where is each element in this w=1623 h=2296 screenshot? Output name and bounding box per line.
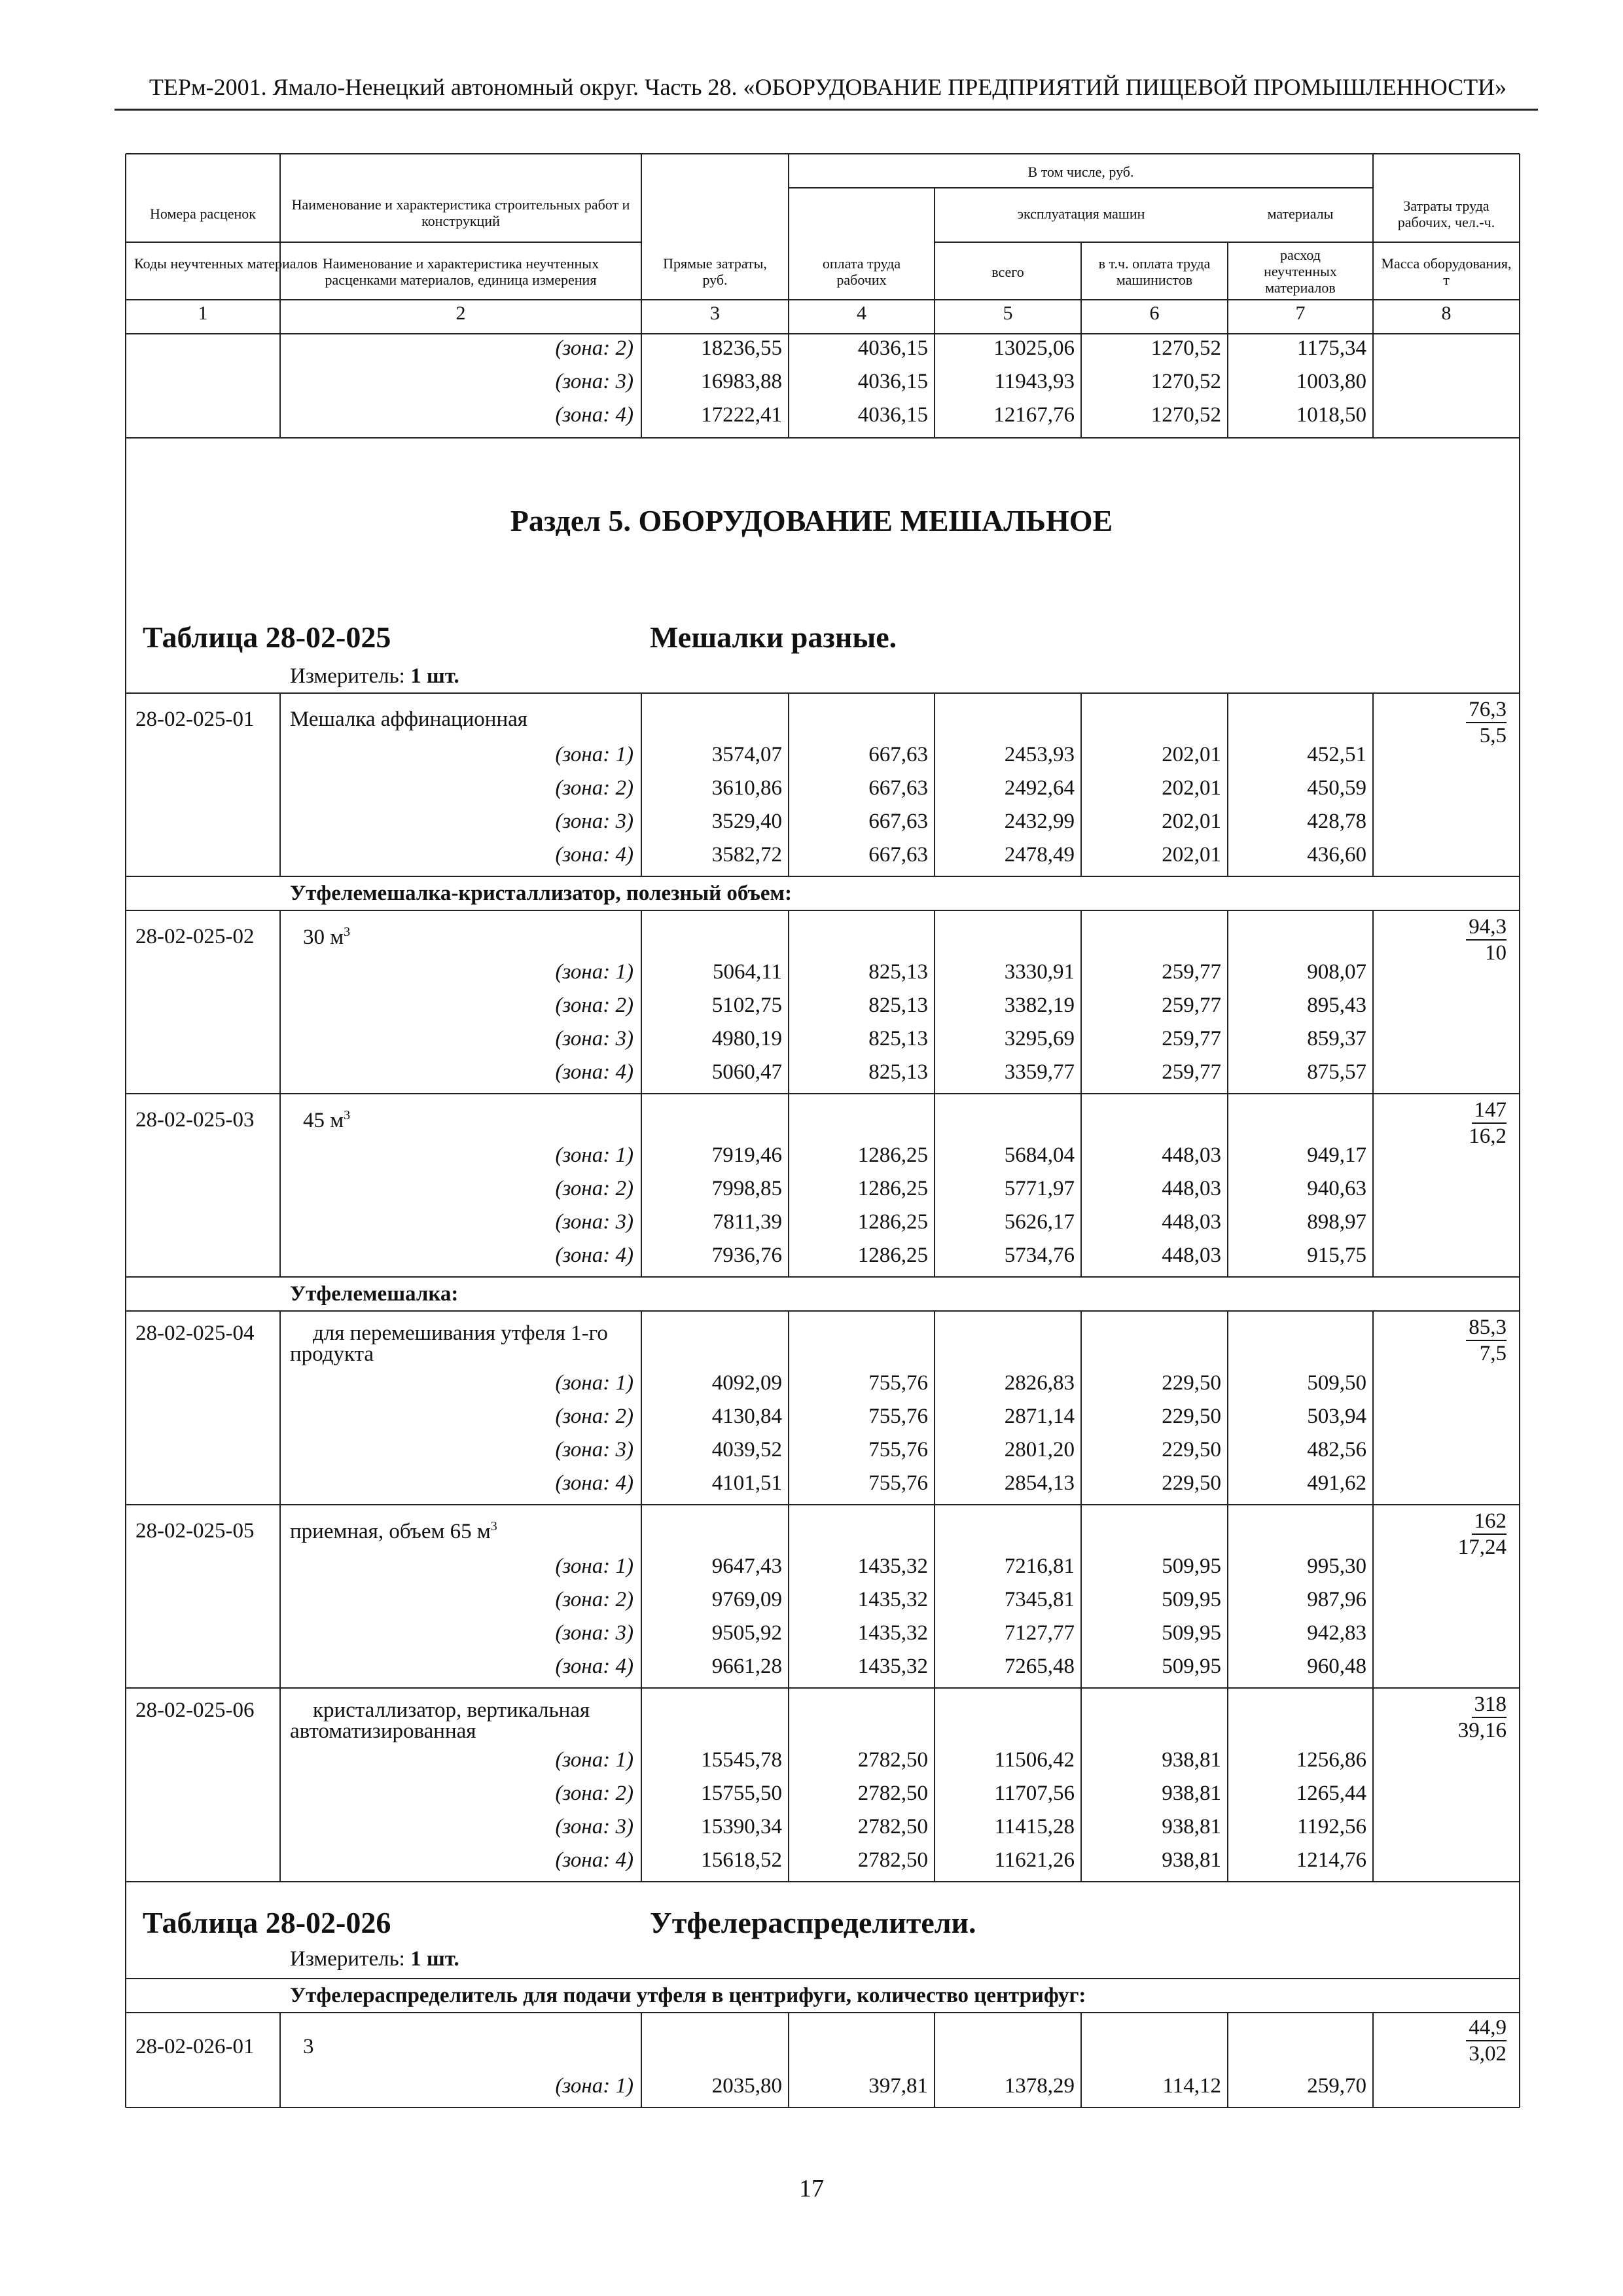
zone-label: (зона: 4) <box>555 1848 633 1872</box>
cost-value: 202,01 <box>1162 810 1221 833</box>
cost-value: 1192,56 <box>1296 1815 1366 1839</box>
work-name: для перемешивания утфеля 1-го <box>313 1321 608 1345</box>
cost-value: 15618,52 <box>701 1848 782 1872</box>
cost-value: 13025,06 <box>993 336 1075 360</box>
rate-code: 28-02-025-01 <box>135 708 255 731</box>
cost-value: 1286,25 <box>857 1244 928 1267</box>
cost-value: 995,30 <box>1307 1554 1366 1578</box>
labor-cost: 162 <box>1472 1509 1507 1535</box>
header-col4: оплата труда рабочих <box>822 255 901 288</box>
cost-value: 509,50 <box>1307 1371 1366 1395</box>
labor-mass-fraction <box>1380 1315 1507 1366</box>
column-number: 2 <box>455 302 466 324</box>
zone-label: (зона: 1) <box>555 1371 633 1395</box>
cost-value: 4036,15 <box>857 370 928 393</box>
unit-line: Измеритель: 1 шт. <box>290 1947 459 1971</box>
cost-value: 825,13 <box>868 960 928 984</box>
equipment-mass: 5,5 <box>1479 724 1507 747</box>
cost-value: 1175,34 <box>1296 336 1366 360</box>
labor-mass-fraction <box>1380 1692 1507 1743</box>
cost-value: 915,75 <box>1307 1244 1366 1267</box>
cost-value: 1286,25 <box>857 1143 928 1167</box>
cost-value: 5060,47 <box>711 1060 782 1084</box>
page-number: 17 <box>799 2175 824 2202</box>
cost-value: 428,78 <box>1307 810 1366 833</box>
cost-value: 7216,81 <box>1004 1554 1075 1578</box>
cost-value: 1435,32 <box>857 1655 928 1678</box>
labor-cost: 94,3 <box>1466 914 1507 941</box>
zone-label: (зона: 4) <box>555 1244 633 1267</box>
labor-cost: 85,3 <box>1466 1315 1507 1341</box>
rate-code: 28-02-025-03 <box>135 1108 255 1132</box>
cost-value: 1270,52 <box>1150 370 1221 393</box>
cost-value: 9769,09 <box>711 1588 782 1611</box>
header-col1-top: Номера расценок <box>150 206 256 222</box>
labor-mass-fraction <box>1380 2015 1507 2066</box>
column-number: 4 <box>857 302 866 324</box>
column-number: 1 <box>198 302 208 324</box>
zone-label: (зона: 3) <box>555 370 633 393</box>
cost-value: 7265,48 <box>1004 1655 1075 1678</box>
cost-value: 875,57 <box>1307 1060 1366 1084</box>
cost-value: 5771,97 <box>1004 1177 1075 1200</box>
cost-value: 755,76 <box>868 1371 928 1395</box>
cost-value: 448,03 <box>1162 1210 1221 1234</box>
cost-value: 509,95 <box>1162 1554 1221 1578</box>
cost-value: 15755,50 <box>701 1782 782 1805</box>
header-machines: эксплуатация машин <box>1017 206 1145 222</box>
rate-code: 28-02-025-06 <box>135 1698 255 1722</box>
zone-label: (зона: 3) <box>555 810 633 833</box>
cost-value: 448,03 <box>1162 1177 1221 1200</box>
cost-value: 1270,52 <box>1150 403 1221 427</box>
zone-label: (зона: 1) <box>555 2074 633 2098</box>
cost-value: 960,48 <box>1307 1655 1366 1678</box>
header-col8-bottom: Масса оборудования, т <box>1381 255 1512 288</box>
cost-value: 825,13 <box>868 1060 928 1084</box>
cost-value: 825,13 <box>868 1027 928 1050</box>
header-col1-bottom: Коды неучтенных материалов <box>134 255 318 272</box>
equipment-mass: 3,02 <box>1469 2042 1507 2066</box>
cost-value: 229,50 <box>1162 1371 1221 1395</box>
cost-value: 450,59 <box>1307 776 1366 800</box>
labor-cost: 147 <box>1472 1098 1507 1124</box>
zone-label: (зона: 1) <box>555 743 633 766</box>
cost-value: 1265,44 <box>1296 1782 1366 1805</box>
cost-value: 895,43 <box>1307 994 1366 1017</box>
group-heading: Утфелераспределитель для подачи утфеля в центрифуги, количество центрифуг: <box>290 1984 1086 2007</box>
cost-value: 202,01 <box>1162 776 1221 800</box>
cost-value: 3610,86 <box>711 776 782 800</box>
cost-value: 3359,77 <box>1004 1060 1075 1084</box>
zone-label: (зона: 4) <box>555 1655 633 1678</box>
cost-value: 11621,26 <box>994 1848 1075 1872</box>
cost-value: 259,77 <box>1162 1027 1221 1050</box>
cost-value: 938,81 <box>1162 1748 1221 1772</box>
column-number: 6 <box>1149 302 1160 324</box>
cost-value: 2492,64 <box>1004 776 1075 800</box>
equipment-mass: 17,24 <box>1457 1535 1507 1559</box>
work-name-cont: автоматизированная <box>290 1719 476 1743</box>
header-col2-top: Наименование и характеристика строительных работ и конструкций <box>291 196 630 229</box>
cost-value: 825,13 <box>868 994 928 1017</box>
cost-value: 9647,43 <box>711 1554 782 1578</box>
labor-mass-fraction <box>1380 1509 1507 1560</box>
cost-value: 1286,25 <box>857 1210 928 1234</box>
zone-label: (зона: 3) <box>555 1815 633 1839</box>
rate-code: 28-02-025-04 <box>135 1321 255 1345</box>
header-col5: всего <box>991 264 1024 280</box>
column-number: 8 <box>1441 302 1452 324</box>
cost-value: 202,01 <box>1162 743 1221 766</box>
cost-value: 3574,07 <box>711 743 782 766</box>
cost-value: 202,01 <box>1162 843 1221 867</box>
cost-value: 7127,77 <box>1004 1621 1075 1645</box>
cost-value: 2035,80 <box>711 2074 782 2098</box>
cost-value: 15545,78 <box>701 1748 782 1772</box>
cost-value: 1286,25 <box>857 1177 928 1200</box>
cost-value: 397,81 <box>868 2074 928 2098</box>
cost-value: 259,77 <box>1162 1060 1221 1084</box>
cost-value: 7811,39 <box>712 1210 782 1234</box>
cost-value: 4036,15 <box>857 336 928 360</box>
header-col3: Прямые затраты, руб. <box>663 255 767 288</box>
cost-value: 9505,92 <box>711 1621 782 1645</box>
section-title: Раздел 5. ОБОРУДОВАНИЕ МЕШАЛЬНОЕ <box>510 504 1113 537</box>
labor-mass-fraction <box>1380 1098 1507 1149</box>
rate-code: 28-02-026-01 <box>135 2035 255 2058</box>
work-name: кристаллизатор, вертикальная <box>313 1698 590 1722</box>
cost-value: 436,60 <box>1307 843 1366 867</box>
cost-value: 755,76 <box>868 1438 928 1462</box>
cost-value: 491,62 <box>1307 1471 1366 1495</box>
zone-label: (зона: 3) <box>555 1438 633 1462</box>
rate-code: 28-02-025-02 <box>135 925 255 948</box>
cost-value: 2782,50 <box>857 1748 928 1772</box>
cost-value: 3295,69 <box>1004 1027 1075 1050</box>
table-number: Таблица 28-02-025 <box>143 620 391 654</box>
cost-value: 938,81 <box>1162 1782 1221 1805</box>
running-header: ТЕРм-2001. Ямало-Ненецкий автономный округ. Часть 28. «ОБОРУДОВАНИЕ ПРЕДПРИЯТИЙ ПИЩЕВОЙ ПРОМЫШЛЕННОСТИ» <box>149 74 1507 100</box>
equipment-mass: 16,2 <box>1469 1124 1507 1148</box>
cost-value: 2801,20 <box>1004 1438 1075 1462</box>
cost-value: 949,17 <box>1307 1143 1366 1167</box>
cost-value: 5684,04 <box>1004 1143 1075 1167</box>
work-name: Мешалка аффинационная <box>290 708 527 731</box>
header-col2-bottom: Наименование и характеристика неучтенных расценками материалов, единица измерения <box>322 255 599 288</box>
cost-value: 7919,46 <box>711 1143 782 1167</box>
labor-mass-fraction <box>1380 697 1507 748</box>
cost-value: 755,76 <box>868 1405 928 1428</box>
zone-label: (зона: 3) <box>555 1027 633 1050</box>
cost-value: 5064,11 <box>712 960 782 984</box>
cost-value: 259,77 <box>1162 960 1221 984</box>
column-number: 5 <box>1003 302 1013 324</box>
cost-value: 2453,93 <box>1004 743 1075 766</box>
cost-value: 4039,52 <box>711 1438 782 1462</box>
work-name: приемная, объем 65 $м^3$ <box>290 1519 497 1543</box>
equipment-mass: 39,16 <box>1457 1719 1507 1742</box>
equipment-mass: 10 <box>1485 941 1507 965</box>
cost-value: 15390,34 <box>701 1815 782 1839</box>
group-heading: Утфелемешалка-кристаллизатор, полезный объем: <box>290 882 792 905</box>
cost-value: 509,95 <box>1162 1621 1221 1645</box>
labor-mass-fraction <box>1380 914 1507 965</box>
cost-value: 509,95 <box>1162 1588 1221 1611</box>
cost-value: 667,63 <box>868 743 928 766</box>
zone-label: (зона: 1) <box>555 1554 633 1578</box>
cost-value: 1270,52 <box>1150 336 1221 360</box>
cost-value: 7345,81 <box>1004 1588 1075 1611</box>
header-col8-top: Затраты труда рабочих, чел.-ч. <box>1397 198 1495 230</box>
cost-value: 9661,28 <box>711 1655 782 1678</box>
cost-value: 4036,15 <box>857 403 928 427</box>
header-incl: В том числе, руб. <box>1027 164 1134 180</box>
cost-value: 5102,75 <box>711 994 782 1017</box>
cost-value: 4130,84 <box>711 1405 782 1428</box>
cost-value: 4092,09 <box>711 1371 782 1395</box>
cost-value: 987,96 <box>1307 1588 1366 1611</box>
cost-value: 1435,32 <box>857 1554 928 1578</box>
cost-value: 11415,28 <box>994 1815 1075 1839</box>
zone-label: (зона: 4) <box>555 403 633 427</box>
cost-value: 4980,19 <box>711 1027 782 1050</box>
cost-value: 3582,72 <box>711 843 782 867</box>
header-col6: в т.ч. оплата труда машинистов <box>1098 255 1211 288</box>
cost-value: 482,56 <box>1307 1438 1366 1462</box>
cost-value: 229,50 <box>1162 1471 1221 1495</box>
cost-value: 114,12 <box>1162 2074 1221 2098</box>
cost-value: 2478,49 <box>1004 843 1075 867</box>
equipment-mass: 7,5 <box>1479 1342 1507 1365</box>
zone-label: (зона: 1) <box>555 960 633 984</box>
cost-value: 452,51 <box>1307 743 1366 766</box>
cost-value: 503,94 <box>1307 1405 1366 1428</box>
cost-value: 12167,76 <box>993 403 1075 427</box>
zone-label: (зона: 1) <box>555 1748 633 1772</box>
cost-value: 229,50 <box>1162 1405 1221 1428</box>
cost-value: 859,37 <box>1307 1027 1366 1050</box>
cost-value: 1003,80 <box>1296 370 1366 393</box>
work-name: 3 <box>303 2035 314 2058</box>
zone-label: (зона: 2) <box>555 1782 633 1805</box>
cost-value: 5734,76 <box>1004 1244 1075 1267</box>
labor-cost: 318 <box>1472 1692 1507 1718</box>
cost-value: 938,81 <box>1162 1848 1221 1872</box>
cost-value: 3529,40 <box>711 810 782 833</box>
cost-value: 229,50 <box>1162 1438 1221 1462</box>
labor-cost: 76,3 <box>1466 697 1507 723</box>
cost-value: 2871,14 <box>1004 1405 1075 1428</box>
cost-value: 942,83 <box>1307 1621 1366 1645</box>
cost-value: 667,63 <box>868 776 928 800</box>
cost-value: 17222,41 <box>701 403 782 427</box>
header-materials: материалы <box>1267 206 1334 222</box>
cost-value: 2826,83 <box>1004 1371 1075 1395</box>
cost-value: 4101,51 <box>711 1471 782 1495</box>
unit-line: Измеритель: 1 шт. <box>290 664 459 688</box>
zone-label: (зона: 2) <box>555 994 633 1017</box>
work-name: 30 $м^3$ <box>303 925 351 949</box>
cost-value: 908,07 <box>1307 960 1366 984</box>
cost-value: 3330,91 <box>1004 960 1075 984</box>
column-number: 3 <box>710 302 720 324</box>
cost-value: 259,70 <box>1307 2074 1366 2098</box>
cost-value: 2782,50 <box>857 1782 928 1805</box>
cost-value: 448,03 <box>1162 1244 1221 1267</box>
cost-value: 11707,56 <box>994 1782 1075 1805</box>
zone-label: (зона: 1) <box>555 1143 633 1167</box>
zone-label: (зона: 4) <box>555 1471 633 1495</box>
header-col7: расход неучтенных материалов <box>1264 247 1337 296</box>
zone-label: (зона: 4) <box>555 843 633 867</box>
cost-value: 509,95 <box>1162 1655 1221 1678</box>
cost-value: 1435,32 <box>857 1621 928 1645</box>
group-heading: Утфелемешалка: <box>290 1282 459 1306</box>
table-number: Таблица 28-02-026 <box>143 1906 391 1939</box>
cost-value: 2854,13 <box>1004 1471 1075 1495</box>
work-name-cont: продукта <box>290 1342 374 1366</box>
table-title: Утфелераспределители. <box>650 1906 976 1939</box>
cost-value: 1435,32 <box>857 1588 928 1611</box>
zone-label: (зона: 2) <box>555 336 633 360</box>
cost-value: 18236,55 <box>701 336 782 360</box>
zone-label: (зона: 4) <box>555 1060 633 1084</box>
cost-value: 938,81 <box>1162 1815 1221 1839</box>
cost-value: 259,77 <box>1162 994 1221 1017</box>
cost-value: 2432,99 <box>1004 810 1075 833</box>
cost-value: 898,97 <box>1307 1210 1366 1234</box>
cost-value: 11506,42 <box>994 1748 1075 1772</box>
rate-code: 28-02-025-05 <box>135 1519 255 1543</box>
work-name: 45 $м^3$ <box>303 1108 351 1132</box>
cost-value: 3382,19 <box>1004 994 1075 1017</box>
cost-value: 1378,29 <box>1004 2074 1075 2098</box>
cost-value: 940,63 <box>1307 1177 1366 1200</box>
cost-value: 667,63 <box>868 843 928 867</box>
cost-value: 16983,88 <box>701 370 782 393</box>
cost-value: 2782,50 <box>857 1848 928 1872</box>
cost-value: 7936,76 <box>711 1244 782 1267</box>
zone-label: (зона: 2) <box>555 776 633 800</box>
cost-value: 667,63 <box>868 810 928 833</box>
cost-value: 1018,50 <box>1296 403 1366 427</box>
cost-value: 5626,17 <box>1004 1210 1075 1234</box>
table-title: Мешалки разные. <box>650 620 897 654</box>
cost-value: 2782,50 <box>857 1815 928 1839</box>
zone-label: (зона: 2) <box>555 1588 633 1611</box>
zone-label: (зона: 3) <box>555 1621 633 1645</box>
cost-value: 1214,76 <box>1296 1848 1366 1872</box>
cost-value: 448,03 <box>1162 1143 1221 1167</box>
cost-value: 7998,85 <box>711 1177 782 1200</box>
zone-label: (зона: 3) <box>555 1210 633 1234</box>
cost-value: 11943,93 <box>994 370 1075 393</box>
column-number: 7 <box>1295 302 1306 324</box>
labor-cost: 44,9 <box>1466 2015 1507 2041</box>
zone-label: (зона: 2) <box>555 1405 633 1428</box>
cost-value: 1256,86 <box>1296 1748 1366 1772</box>
zone-label: (зона: 2) <box>555 1177 633 1200</box>
cost-value: 755,76 <box>868 1471 928 1495</box>
